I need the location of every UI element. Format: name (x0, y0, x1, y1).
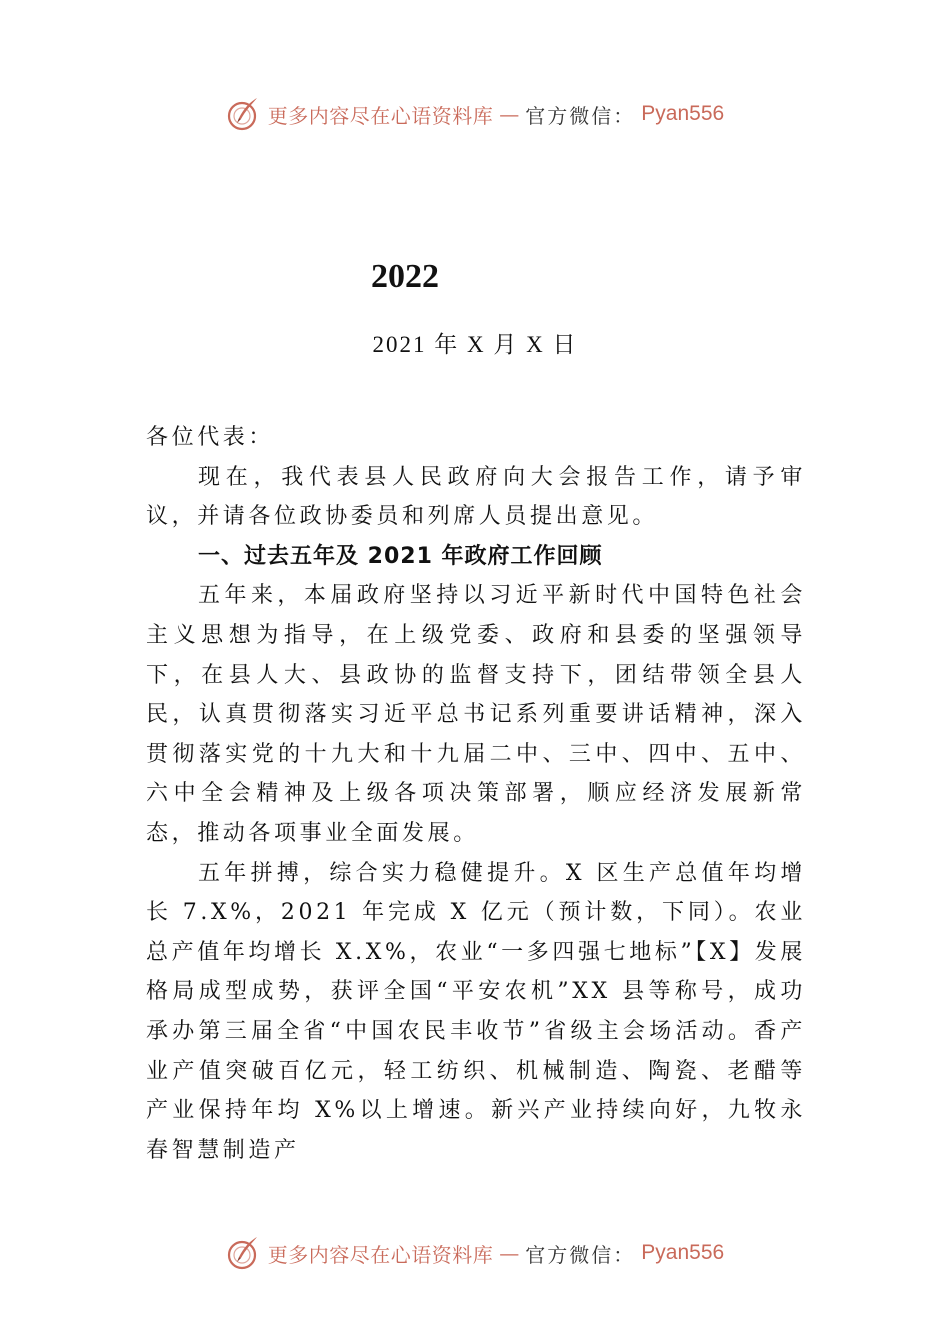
watermark-brand-text: 更多内容尽在心语资料库 (267, 103, 494, 128)
document-title: 2022 (371, 258, 439, 295)
section-paragraph: 五年拼搏，综合实力稳健提升。X 区生产总值年均增长 7.X%，2021 年完成 X 亿元（预计数，下同）。农业总产值年均增长 X.X%，农业“一多四强七地标”【X】发展格局成型成势，获评全国“平安农机”XX 县等称号，成功承办第三届全省“中国农民丰收节”省级主会场活动。香产业产值突破百亿元，轻工纺织、机械制造、陶瓷、老醋等产业保持年均 X%以上增速。新兴产业持续向好，九牧永春智慧制造产 (146, 860, 806, 1163)
watermark-wechat-id: Pyan556 (641, 1241, 725, 1264)
watermark-wechat-id: Pyan556 (641, 102, 725, 125)
watermark-dash: — (499, 1241, 520, 1265)
salutation: 各位代表： (146, 425, 275, 450)
watermark-wechat-label: 官方微信： (525, 1242, 636, 1267)
watermark-brand-text: 更多内容尽在心语资料库 (267, 1242, 494, 1267)
watermark-dash: — (499, 102, 520, 126)
section-heading: 一、过去五年及 2021 年政府工作回顾 (198, 543, 603, 569)
quill-pen-logo-icon (226, 1235, 262, 1271)
document-date: 2021 年 X 月 X 日 (372, 332, 578, 357)
opening-paragraph: 现在，我代表县人民政府向大会报告工作，请予审议，并请各位政协委员和列席人员提出意见。 (146, 464, 806, 530)
watermark-wechat-label: 官方微信： (525, 103, 636, 128)
watermark-footer (0, 1233, 950, 1273)
quill-pen-logo-icon (226, 96, 262, 132)
document-body (146, 418, 806, 1170)
section-paragraph: 五年来，本届政府坚持以习近平新时代中国特色社会主义思想为指导，在上级党委、政府和县委的坚强领导下，在县人大、县政协的监督支持下，团结带领全县人民，认真贯彻落实习近平总书记系列重要讲话精神，深入贯彻落实党的十九大和十九届二中、三中、四中、五中、六中全会精神及上级各项决策部署，顺应经济发展新常态，推动各项事业全面发展。 (146, 583, 806, 846)
watermark-header (0, 94, 950, 134)
